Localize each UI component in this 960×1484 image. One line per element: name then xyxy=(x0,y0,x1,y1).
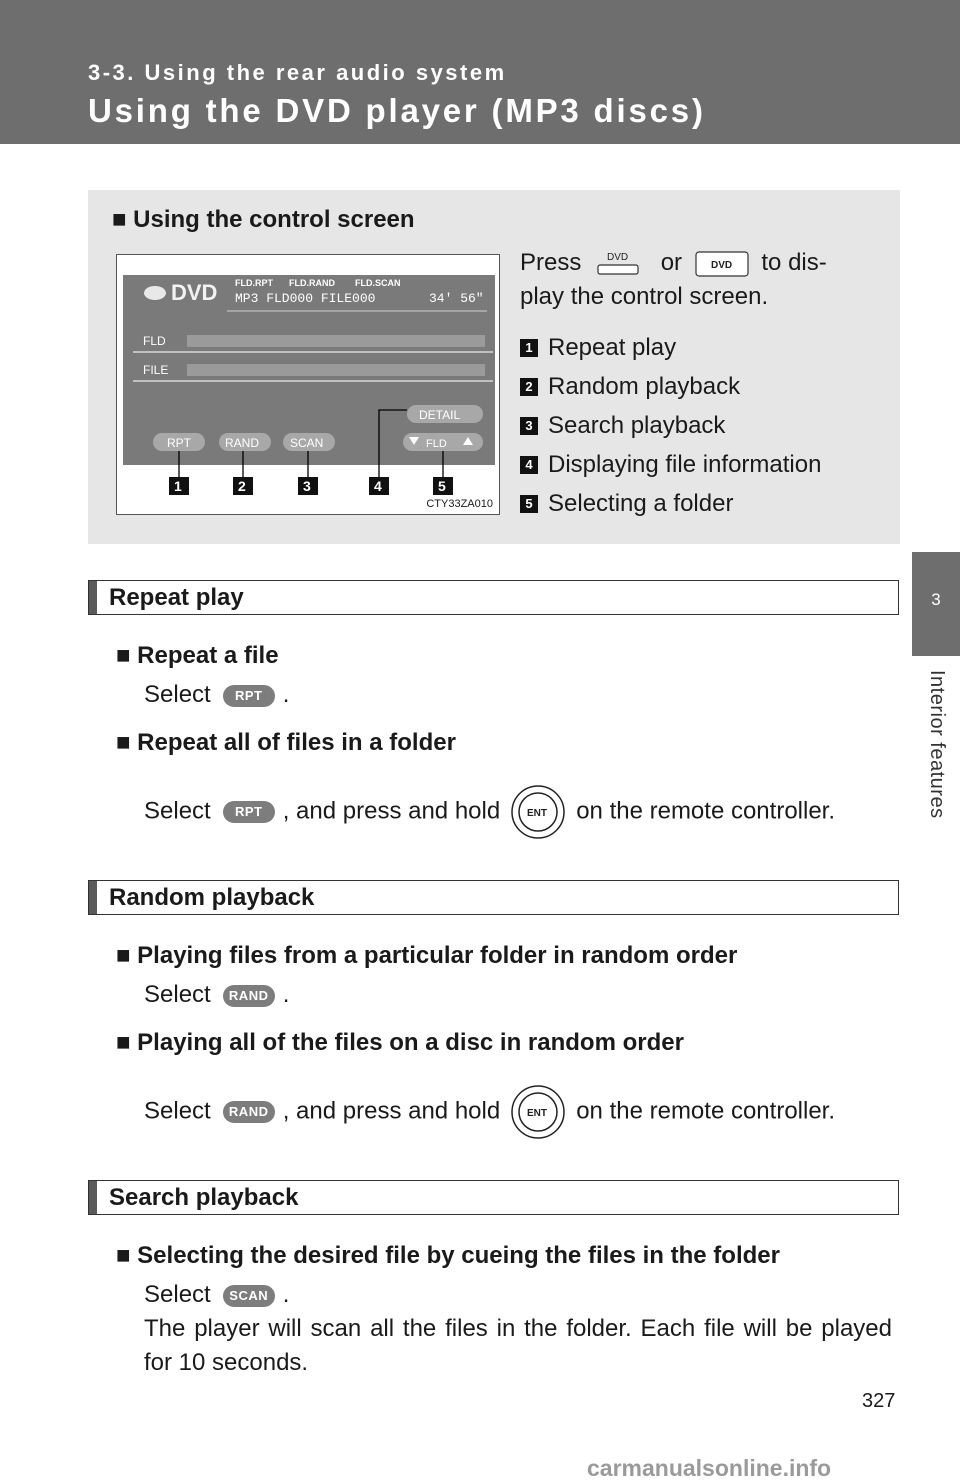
svg-text:ENT: ENT xyxy=(527,1108,548,1119)
press-instruction: Press DVD or DVD to dis-play the control screen. xyxy=(520,249,827,310)
subhead-random-folder: ■ Playing files from a particular folder in random order xyxy=(116,942,738,969)
legend-item: 4 Displaying file information xyxy=(520,445,880,484)
screen-top-label-3: FLD.SCAN xyxy=(355,278,401,288)
control-screen-figure xyxy=(116,254,500,515)
page-header xyxy=(0,0,960,144)
dvd-key-icon[interactable] xyxy=(594,249,648,279)
subhead-repeat-file: ■ Repeat a file xyxy=(116,642,279,669)
legend-item: 2 Random playback xyxy=(520,367,880,406)
instruction-repeat-folder: Select RPT , and press and hold ENT on the remote controller. xyxy=(144,784,835,840)
screen-illustration xyxy=(117,255,501,516)
page-title: Using the DVD player (MP3 discs) xyxy=(88,92,706,129)
instruction-repeat-file: Select RPT . xyxy=(144,681,290,708)
callout-4: 4 xyxy=(374,478,382,494)
section-label: 3-3. Using the rear audio system xyxy=(88,60,507,85)
section-random-playback: Random playback xyxy=(88,880,899,915)
rand-button-icon[interactable]: RAND xyxy=(223,1101,275,1123)
legend-item: 3 Search playback xyxy=(520,406,880,445)
instruction-random-folder: Select RAND . xyxy=(144,981,290,1008)
detail-label: DETAIL xyxy=(419,408,461,422)
scan-button-icon[interactable]: SCAN xyxy=(223,1285,275,1307)
search-description: The player will scan all the files in the folder. Each file will be played for 10 seconds. xyxy=(144,1315,892,1376)
screen-row-file: FILE xyxy=(143,363,169,377)
watermark: carmanualsonline.info xyxy=(587,1455,832,1481)
svg-text:ENT: ENT xyxy=(527,808,548,819)
svg-text:DVD: DVD xyxy=(607,251,629,263)
screen-top-label-2: FLD.RAND xyxy=(289,278,335,288)
callout-5: 5 xyxy=(438,478,446,494)
fld-label: FLD xyxy=(426,438,447,450)
rpt-label: RPT xyxy=(167,436,191,450)
dvd-button-icon[interactable] xyxy=(695,249,749,279)
chapter-label: Interior features xyxy=(926,670,948,819)
subhead-search-folder: ■ Selecting the desired file by cueing the files in the folder xyxy=(116,1242,780,1269)
subhead-random-disc: ■ Playing all of the files on a disc in random order xyxy=(116,1029,684,1056)
subhead-repeat-folder: ■ Repeat all of files in a folder xyxy=(116,729,456,756)
scan-label: SCAN xyxy=(290,436,324,450)
chapter-tab[interactable]: 3 xyxy=(912,552,960,656)
screen-track-info: MP3 FLD000 FILE000 xyxy=(235,291,376,306)
fld-bar xyxy=(187,335,485,347)
disc-logo-icon xyxy=(144,286,166,300)
legend-item: 1 Repeat play xyxy=(520,328,880,367)
callout-3: 3 xyxy=(303,478,311,494)
rpt-button-icon[interactable]: RPT xyxy=(223,685,275,707)
file-bar xyxy=(187,364,485,376)
section-repeat-play: Repeat play xyxy=(88,580,899,615)
ent-button-icon[interactable] xyxy=(510,1084,566,1140)
instruction-search: Select SCAN . xyxy=(144,1281,290,1308)
section-search-playback: Search playback xyxy=(88,1180,899,1215)
rand-label: RAND xyxy=(225,436,260,450)
callout-legend xyxy=(520,328,880,523)
page-number: 327 xyxy=(862,1390,896,1412)
screen-logo: DVD xyxy=(171,280,218,305)
callout-1: 1 xyxy=(174,478,182,494)
rand-button-icon[interactable]: RAND xyxy=(223,985,275,1007)
panel-heading: ■ Using the control screen xyxy=(112,206,415,233)
callout-2: 2 xyxy=(238,478,246,494)
screen-row-fld: FLD xyxy=(143,334,166,348)
svg-text:DVD: DVD xyxy=(710,259,732,271)
rpt-button-icon[interactable]: RPT xyxy=(223,801,275,823)
figure-code: CTY33ZA010 xyxy=(426,498,493,510)
control-screen-panel xyxy=(88,190,900,544)
screen-time: 34' 56" xyxy=(429,291,484,306)
screen-top-label-1: FLD.RPT xyxy=(235,278,273,288)
ent-button-icon[interactable] xyxy=(510,784,566,840)
legend-item: 5 Selecting a folder xyxy=(520,484,880,523)
instruction-random-disc: Select RAND , and press and hold ENT on the remote controller. xyxy=(144,1084,835,1140)
